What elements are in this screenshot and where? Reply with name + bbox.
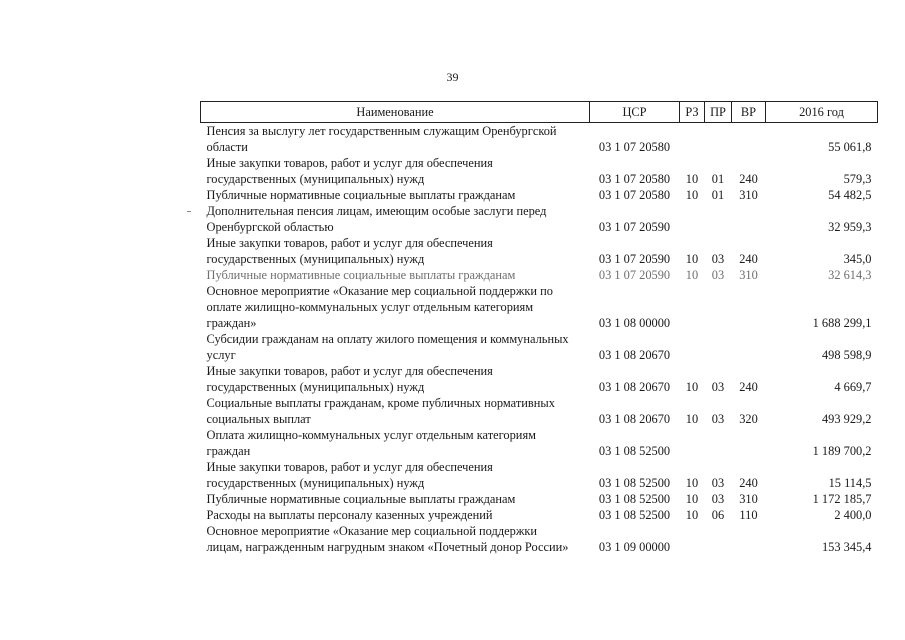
row-pr <box>705 331 732 363</box>
row-csr: 03 1 07 20590 <box>598 220 671 234</box>
row-vr <box>732 523 766 555</box>
row-name-line: Оплата жилищно-коммунальных услуг отдельным категориям <box>206 428 536 442</box>
row-name-line: Дополнительная пенсия лицам, имеющим особые заслуги перед <box>206 204 547 218</box>
row-rz: 10 <box>685 268 699 282</box>
row-sum: 1 189 700,2 <box>812 444 872 458</box>
row-rz <box>680 203 705 235</box>
row-name <box>201 331 590 363</box>
row-pr <box>705 283 732 331</box>
row-name <box>201 363 590 395</box>
row-name-line: Основное мероприятие «Оказание мер социальной поддержки <box>206 524 538 538</box>
header-vr: ВР <box>732 102 766 123</box>
table-row <box>201 459 878 491</box>
row-csr: 03 1 07 20580 <box>598 188 671 202</box>
row-csr: 03 1 07 20580 <box>598 140 671 154</box>
row-csr: 03 1 08 52500 <box>598 444 671 458</box>
row-pr: 01 <box>711 172 725 186</box>
row-name-line: социальных выплат <box>206 412 311 426</box>
row-csr: 03 1 08 20670 <box>598 380 671 394</box>
header-pr: ПР <box>705 102 732 123</box>
row-name <box>201 203 590 235</box>
table-body <box>201 123 878 556</box>
row-name <box>201 187 590 203</box>
row-pr: 03 <box>711 252 725 266</box>
row-sum: 345,0 <box>843 252 872 266</box>
table-row <box>201 123 878 156</box>
row-name-line: оплате жилищно-коммунальных услуг отдельным категориям <box>206 300 534 314</box>
row-sum: 32 959,3 <box>828 220 872 234</box>
row-rz <box>680 427 705 459</box>
row-rz: 10 <box>685 476 699 490</box>
row-name-line: Пенсия за выслугу лет государственным служащим Оренбургской <box>206 124 557 138</box>
row-sum: 32 614,3 <box>828 268 872 282</box>
row-vr <box>732 331 766 363</box>
row-pr: 06 <box>711 508 725 522</box>
table-row <box>201 203 878 235</box>
row-name-line: граждан» <box>206 316 257 330</box>
row-csr: 03 1 07 20590 <box>598 252 671 266</box>
table-row <box>201 267 878 283</box>
row-sum: 1 172 185,7 <box>812 492 872 506</box>
row-sum: 153 345,4 <box>821 540 872 554</box>
row-vr: 320 <box>739 412 758 426</box>
page-number: 39 <box>446 70 459 84</box>
row-csr: 03 1 08 52500 <box>598 476 671 490</box>
row-rz: 10 <box>685 252 699 266</box>
table-row <box>201 507 878 523</box>
row-pr: 03 <box>711 492 725 506</box>
row-pr <box>705 123 732 156</box>
row-csr: 03 1 09 00000 <box>598 540 671 554</box>
table-row <box>201 491 878 507</box>
row-name-line: Оренбургской областью <box>206 220 334 234</box>
row-vr: 240 <box>739 476 758 490</box>
row-sum: 498 598,9 <box>821 348 872 362</box>
table-row <box>201 523 878 555</box>
row-name-line: Иные закупки товаров, работ и услуг для обеспечения <box>206 460 493 474</box>
row-csr: 03 1 08 20670 <box>598 348 671 362</box>
header-year: 2016 год <box>766 102 878 123</box>
row-name <box>201 523 590 555</box>
row-sum: 15 114,5 <box>828 476 872 490</box>
row-rz: 10 <box>685 412 699 426</box>
margin-mark <box>187 211 191 212</box>
table-row <box>201 187 878 203</box>
table-row <box>201 363 878 395</box>
header-csr: ЦСР <box>590 102 680 123</box>
row-name-line: Расходы на выплаты персоналу казенных учреждений <box>206 508 493 522</box>
budget-table <box>200 101 878 555</box>
row-name <box>201 395 590 427</box>
row-vr: 240 <box>739 380 758 394</box>
row-name-line: Публичные нормативные социальные выплаты гражданам <box>206 188 516 202</box>
row-vr: 310 <box>739 268 758 282</box>
row-sum: 54 482,5 <box>828 188 872 202</box>
row-rz: 10 <box>685 172 699 186</box>
row-rz: 10 <box>685 508 699 522</box>
row-rz <box>680 123 705 156</box>
row-vr: 310 <box>739 492 758 506</box>
row-pr: 03 <box>711 412 725 426</box>
table-row <box>201 331 878 363</box>
row-rz: 10 <box>685 380 699 394</box>
row-vr <box>732 123 766 156</box>
row-sum: 55 061,8 <box>828 140 872 154</box>
row-name-line: Иные закупки товаров, работ и услуг для обеспечения <box>206 236 493 250</box>
row-vr <box>732 203 766 235</box>
row-vr: 240 <box>739 172 758 186</box>
row-pr: 01 <box>711 188 725 202</box>
row-csr: 03 1 08 20670 <box>598 412 671 426</box>
table-row <box>201 283 878 331</box>
row-pr: 03 <box>711 476 725 490</box>
row-name-line: Иные закупки товаров, работ и услуг для обеспечения <box>206 156 493 170</box>
row-vr <box>732 427 766 459</box>
row-rz <box>680 523 705 555</box>
row-pr <box>705 523 732 555</box>
row-rz <box>680 331 705 363</box>
row-vr: 240 <box>739 252 758 266</box>
row-rz: 10 <box>685 188 699 202</box>
row-csr: 03 1 07 20590 <box>598 268 671 282</box>
row-rz <box>680 283 705 331</box>
row-name <box>201 123 590 156</box>
row-sum: 2 400,0 <box>834 508 872 522</box>
row-pr <box>705 203 732 235</box>
row-name <box>201 155 590 187</box>
table-header-row <box>201 102 878 123</box>
row-vr: 110 <box>739 508 758 522</box>
table-row <box>201 395 878 427</box>
row-rz: 10 <box>685 492 699 506</box>
row-name-line: области <box>206 140 248 154</box>
row-name <box>201 283 590 331</box>
row-name-line: Основное мероприятие «Оказание мер социальной поддержки по <box>206 284 553 298</box>
row-name-line: Социальные выплаты гражданам, кроме публичных нормативных <box>206 396 555 410</box>
row-sum: 579,3 <box>843 172 872 186</box>
row-name-line: Субсидии гражданам на оплату жилого помещения и коммунальных <box>206 332 569 346</box>
row-name-line: Публичные нормативные социальные выплаты гражданам <box>206 492 516 506</box>
row-sum: 493 929,2 <box>821 412 872 426</box>
row-pr <box>705 427 732 459</box>
row-name <box>201 427 590 459</box>
row-sum: 1 688 299,1 <box>812 316 872 330</box>
row-name-line: Публичные нормативные социальные выплаты гражданам <box>206 268 516 282</box>
row-name-line: государственных (муниципальных) нужд <box>206 252 425 266</box>
row-csr: 03 1 08 52500 <box>598 508 671 522</box>
row-name <box>201 235 590 267</box>
table-row <box>201 235 878 267</box>
row-name-line: государственных (муниципальных) нужд <box>206 476 425 490</box>
row-vr: 310 <box>739 188 758 202</box>
table-row <box>201 155 878 187</box>
row-name-line: государственных (муниципальных) нужд <box>206 380 425 394</box>
row-name <box>201 491 590 507</box>
header-rz: РЗ <box>680 102 705 123</box>
row-name-line: услуг <box>206 348 236 362</box>
row-sum: 4 669,7 <box>834 380 872 394</box>
row-pr: 03 <box>711 268 725 282</box>
row-name <box>201 267 590 283</box>
row-name-line: граждан <box>206 444 251 458</box>
row-name-line: Иные закупки товаров, работ и услуг для обеспечения <box>206 364 493 378</box>
row-name <box>201 459 590 491</box>
header-name: Наименование <box>201 102 590 123</box>
row-vr <box>732 283 766 331</box>
row-name-line: государственных (муниципальных) нужд <box>206 172 425 186</box>
row-csr: 03 1 08 00000 <box>598 316 671 330</box>
row-name-line: лицам, награжденным нагрудным знаком «Почетный донор России» <box>206 540 569 554</box>
row-pr: 03 <box>711 380 725 394</box>
row-csr: 03 1 07 20580 <box>598 172 671 186</box>
table-row <box>201 427 878 459</box>
row-name <box>201 507 590 523</box>
row-csr: 03 1 08 52500 <box>598 492 671 506</box>
